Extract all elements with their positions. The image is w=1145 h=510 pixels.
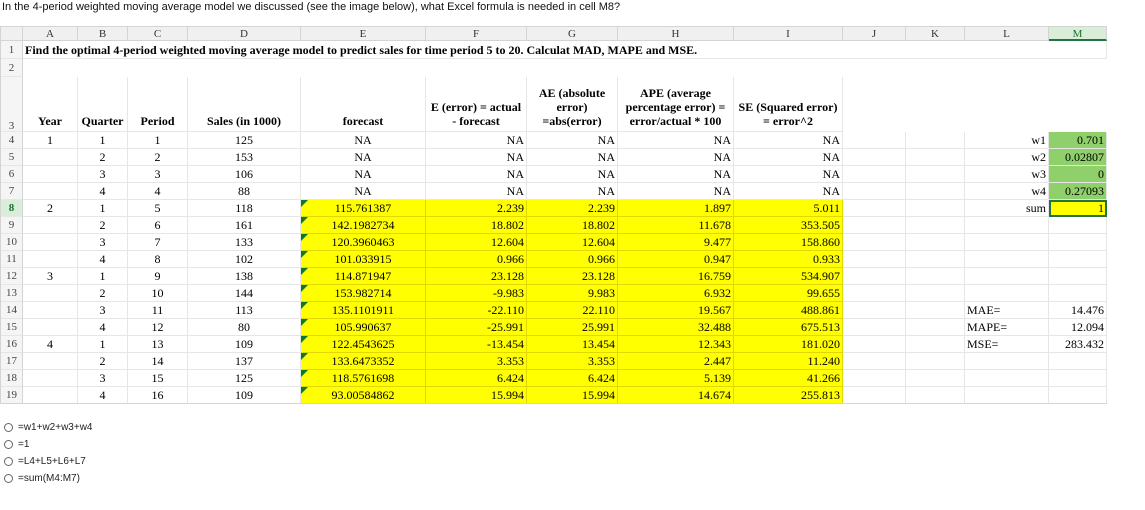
cell-squared-error[interactable]: 488.861 — [734, 302, 843, 319]
error-indicator-icon — [301, 217, 308, 224]
cell-percentage-error[interactable]: 12.343 — [618, 336, 734, 353]
cell-forecast[interactable]: 101.033915 — [301, 251, 426, 268]
cell-year[interactable] — [23, 302, 78, 319]
cell-j[interactable] — [843, 132, 906, 149]
row-header[interactable]: 10 — [1, 234, 23, 251]
cell-label[interactable] — [965, 234, 1049, 251]
cell-absolute-error[interactable]: NA — [527, 132, 618, 149]
cell-label[interactable] — [965, 353, 1049, 370]
cell-forecast[interactable]: 114.871947 — [301, 268, 426, 285]
table-row — [1, 183, 1107, 200]
cell-sales[interactable]: 138 — [188, 268, 301, 285]
cell-forecast[interactable]: 135.1101911 — [301, 302, 426, 319]
cell-j[interactable] — [843, 234, 906, 251]
cell-absolute-error[interactable]: NA — [527, 166, 618, 183]
cell-forecast[interactable]: NA — [301, 166, 426, 183]
cell-squared-error[interactable]: NA — [734, 166, 843, 183]
cell-year[interactable]: 4 — [23, 336, 78, 353]
row-header[interactable]: 2 — [1, 59, 23, 77]
cell-absolute-error[interactable]: 18.802 — [527, 217, 618, 234]
cell-value[interactable] — [1049, 234, 1107, 251]
cell-year[interactable] — [23, 183, 78, 200]
cell-k[interactable] — [906, 387, 965, 404]
error-indicator-icon — [301, 251, 308, 258]
cell-sales[interactable]: 109 — [188, 336, 301, 353]
header-quarter[interactable]: Quarter — [78, 77, 128, 132]
cell-absolute-error[interactable]: NA — [527, 149, 618, 166]
cell-k[interactable] — [906, 370, 965, 387]
cell-absolute-error[interactable]: 3.353 — [527, 353, 618, 370]
cell-percentage-error[interactable]: 32.488 — [618, 319, 734, 336]
cell-quarter[interactable]: 4 — [78, 251, 128, 268]
cell-percentage-error[interactable]: 9.477 — [618, 234, 734, 251]
row-header[interactable]: 18 — [1, 370, 23, 387]
cell-absolute-error[interactable]: 6.424 — [527, 370, 618, 387]
col-header-a[interactable]: A — [23, 27, 78, 41]
cell-quarter[interactable]: 2 — [78, 217, 128, 234]
cell-year[interactable] — [23, 387, 78, 404]
row-header[interactable]: 3 — [1, 77, 23, 132]
option-3[interactable] — [4, 453, 93, 470]
row-header[interactable]: 13 — [1, 285, 23, 302]
cell-k[interactable] — [906, 234, 965, 251]
cell-year[interactable]: 1 — [23, 132, 78, 149]
cell-forecast[interactable]: 153.982714 — [301, 285, 426, 302]
cell-value[interactable] — [1049, 370, 1107, 387]
cell-percentage-error[interactable]: 1.897 — [618, 200, 734, 217]
cell-sales[interactable]: 113 — [188, 302, 301, 319]
row-header[interactable]: 6 — [1, 166, 23, 183]
cell-period[interactable]: 5 — [128, 200, 188, 217]
header-period[interactable]: Period — [128, 77, 188, 132]
header-year[interactable]: Year — [23, 77, 78, 132]
cell-j[interactable] — [843, 319, 906, 336]
cell-period[interactable]: 7 — [128, 234, 188, 251]
cell-absolute-error[interactable]: 15.994 — [527, 387, 618, 404]
option-1[interactable] — [4, 419, 93, 436]
cell-squared-error[interactable]: 675.513 — [734, 319, 843, 336]
cell-label[interactable] — [965, 217, 1049, 234]
cell-sales[interactable]: 133 — [188, 234, 301, 251]
cell-percentage-error[interactable]: 0.947 — [618, 251, 734, 268]
row-header[interactable]: 8 — [1, 200, 23, 217]
cell-sales[interactable]: 161 — [188, 217, 301, 234]
table-row — [1, 370, 1107, 387]
title-cell[interactable]: Find the optimal 4-period weighted moving average model to predict sales for time period 5 to 20. Calculat MAD, MAPE and MSE. — [23, 41, 1107, 59]
cell-period[interactable]: 3 — [128, 166, 188, 183]
cell-value[interactable]: 283.432 — [1049, 336, 1107, 353]
cell-quarter[interactable]: 1 — [78, 268, 128, 285]
table-row — [1, 319, 1107, 336]
radio-button-icon[interactable] — [4, 423, 13, 432]
cell-sales[interactable]: 125 — [188, 132, 301, 149]
cell-sales[interactable]: 118 — [188, 200, 301, 217]
error-indicator-icon — [301, 200, 308, 207]
cell-absolute-error[interactable]: 13.454 — [527, 336, 618, 353]
cell-k[interactable] — [906, 285, 965, 302]
cell-k[interactable] — [906, 149, 965, 166]
cell-period[interactable]: 4 — [128, 183, 188, 200]
table-row — [1, 132, 1107, 149]
cell-j[interactable] — [843, 149, 906, 166]
cell-value[interactable] — [1049, 251, 1107, 268]
option-label: =w1+w2+w3+w4 — [18, 422, 93, 433]
answer-options — [4, 419, 93, 487]
header-absolute-error[interactable]: AE (absolute error) =abs(error) — [527, 77, 618, 132]
error-indicator-icon — [301, 336, 308, 343]
cell-percentage-error[interactable]: NA — [618, 132, 734, 149]
cell-period[interactable]: 11 — [128, 302, 188, 319]
spreadsheet[interactable] — [0, 26, 1107, 404]
cell-absolute-error[interactable]: 23.128 — [527, 268, 618, 285]
cell-value[interactable]: 0.27093 — [1049, 183, 1107, 200]
cell-quarter[interactable]: 1 — [78, 336, 128, 353]
table-row — [1, 149, 1107, 166]
cell-percentage-error[interactable]: 6.932 — [618, 285, 734, 302]
cell-squared-error[interactable]: 181.020 — [734, 336, 843, 353]
row-header[interactable]: 1 — [1, 41, 23, 59]
cell-forecast[interactable]: 133.6473352 — [301, 353, 426, 370]
cell-absolute-error[interactable]: 2.239 — [527, 200, 618, 217]
option-2[interactable] — [4, 436, 93, 453]
cell-forecast[interactable]: NA — [301, 149, 426, 166]
header-percentage-error[interactable]: APE (average percentage error) = error/actual * 100 — [618, 77, 734, 132]
col-header-k[interactable]: K — [906, 27, 965, 41]
row-header[interactable]: 12 — [1, 268, 23, 285]
cell-period[interactable]: 1 — [128, 132, 188, 149]
radio-button-icon[interactable] — [4, 474, 13, 483]
cell-label[interactable]: w2 — [965, 149, 1049, 166]
cell-period[interactable]: 13 — [128, 336, 188, 353]
row-header[interactable]: 16 — [1, 336, 23, 353]
cell-sales[interactable]: 109 — [188, 387, 301, 404]
cell-error[interactable]: NA — [426, 166, 527, 183]
question-text: In the 4-period weighted moving average model we discussed (see the image below), what Excel formula is needed in cell M8? — [2, 1, 621, 13]
cell-year[interactable] — [23, 234, 78, 251]
cell-squared-error[interactable]: 0.933 — [734, 251, 843, 268]
cell-squared-error[interactable]: 99.655 — [734, 285, 843, 302]
cell-percentage-error[interactable]: NA — [618, 149, 734, 166]
column-header-row — [1, 27, 1107, 41]
cell-label[interactable] — [965, 268, 1049, 285]
cell-sales[interactable]: 80 — [188, 319, 301, 336]
cell-error[interactable]: -25.991 — [426, 319, 527, 336]
table-row — [1, 251, 1107, 268]
cell-squared-error[interactable]: 158.860 — [734, 234, 843, 251]
col-header-j[interactable]: J — [843, 27, 906, 41]
cell-year[interactable] — [23, 285, 78, 302]
cell-quarter[interactable]: 2 — [78, 149, 128, 166]
radio-button-icon[interactable] — [4, 457, 13, 466]
cell-error[interactable]: -9.983 — [426, 285, 527, 302]
cell-j[interactable] — [843, 285, 906, 302]
cell-j[interactable] — [843, 268, 906, 285]
cell-quarter[interactable]: 3 — [78, 166, 128, 183]
cell-k[interactable] — [906, 166, 965, 183]
cell-year[interactable] — [23, 166, 78, 183]
cell-value[interactable] — [1049, 217, 1107, 234]
col-header-e[interactable]: E — [301, 27, 426, 41]
cell-error[interactable]: 23.128 — [426, 268, 527, 285]
cell-label[interactable]: MAPE= — [965, 319, 1049, 336]
cell-quarter[interactable]: 4 — [78, 387, 128, 404]
col-header-f[interactable]: F — [426, 27, 527, 41]
cell-k[interactable] — [906, 268, 965, 285]
cell-period[interactable]: 16 — [128, 387, 188, 404]
error-indicator-icon — [301, 353, 308, 360]
cell-k[interactable] — [906, 217, 965, 234]
row-header[interactable]: 15 — [1, 319, 23, 336]
cell-j[interactable] — [843, 251, 906, 268]
cell-value[interactable]: 1 — [1049, 200, 1107, 217]
cell-period[interactable]: 8 — [128, 251, 188, 268]
cell-percentage-error[interactable]: 11.678 — [618, 217, 734, 234]
error-indicator-icon — [301, 319, 308, 326]
header-forecast[interactable]: forecast — [301, 77, 426, 132]
cell-j[interactable] — [843, 166, 906, 183]
col-header-b[interactable]: B — [78, 27, 128, 41]
header-sales[interactable]: Sales (in 1000) — [188, 77, 301, 132]
error-indicator-icon — [301, 285, 308, 292]
cell-j[interactable] — [843, 336, 906, 353]
cell-quarter[interactable]: 2 — [78, 285, 128, 302]
col-header-g[interactable]: G — [527, 27, 618, 41]
cell-k[interactable] — [906, 200, 965, 217]
cell-absolute-error[interactable]: 25.991 — [527, 319, 618, 336]
table-row — [1, 234, 1107, 251]
cell-error[interactable]: -22.110 — [426, 302, 527, 319]
cell-error[interactable]: -13.454 — [426, 336, 527, 353]
cell-error[interactable]: NA — [426, 183, 527, 200]
cell-error[interactable]: 2.239 — [426, 200, 527, 217]
cell-percentage-error[interactable]: NA — [618, 166, 734, 183]
cell-sales[interactable]: 102 — [188, 251, 301, 268]
cell-k[interactable] — [906, 353, 965, 370]
cell-period[interactable]: 12 — [128, 319, 188, 336]
cell-sales[interactable]: 88 — [188, 183, 301, 200]
cell-quarter[interactable]: 1 — [78, 200, 128, 217]
cell-percentage-error[interactable]: 16.759 — [618, 268, 734, 285]
cell-j[interactable] — [843, 200, 906, 217]
row-header[interactable]: 14 — [1, 302, 23, 319]
table-row — [1, 285, 1107, 302]
cell-label[interactable]: w4 — [965, 183, 1049, 200]
cell-year[interactable] — [23, 319, 78, 336]
cell-label[interactable]: MAE= — [965, 302, 1049, 319]
cell-year[interactable]: 3 — [23, 268, 78, 285]
cell-year[interactable] — [23, 217, 78, 234]
cell-forecast[interactable]: NA — [301, 183, 426, 200]
table-row — [1, 302, 1107, 319]
cell-value[interactable] — [1049, 268, 1107, 285]
col-header-m[interactable]: M — [1049, 27, 1107, 41]
cell-label[interactable] — [965, 285, 1049, 302]
row-header[interactable]: 9 — [1, 217, 23, 234]
cell-forecast[interactable]: 93.00584862 — [301, 387, 426, 404]
cell-period[interactable]: 14 — [128, 353, 188, 370]
cell-absolute-error[interactable]: NA — [527, 183, 618, 200]
error-indicator-icon — [301, 387, 308, 394]
cell-label[interactable]: MSE= — [965, 336, 1049, 353]
cell-forecast[interactable]: 122.4543625 — [301, 336, 426, 353]
cell-percentage-error[interactable]: 14.674 — [618, 387, 734, 404]
cell-k[interactable] — [906, 251, 965, 268]
cell-forecast[interactable]: 118.5761698 — [301, 370, 426, 387]
cell-label[interactable]: w3 — [965, 166, 1049, 183]
cell-quarter[interactable]: 4 — [78, 183, 128, 200]
cell-k[interactable] — [906, 336, 965, 353]
cell-k[interactable] — [906, 302, 965, 319]
cell-error[interactable]: 0.966 — [426, 251, 527, 268]
error-indicator-icon — [301, 302, 308, 309]
table-row — [1, 268, 1107, 285]
cell-value[interactable] — [1049, 387, 1107, 404]
option-label: =L4+L5+L6+L7 — [18, 456, 86, 467]
cell-j[interactable] — [843, 302, 906, 319]
cell-sales[interactable]: 153 — [188, 149, 301, 166]
cell-period[interactable]: 10 — [128, 285, 188, 302]
cell-value[interactable] — [1049, 353, 1107, 370]
cell-quarter[interactable]: 3 — [78, 234, 128, 251]
table-row — [1, 166, 1107, 183]
cell-quarter[interactable]: 4 — [78, 319, 128, 336]
row-1 — [1, 41, 1107, 59]
cell-quarter[interactable]: 1 — [78, 132, 128, 149]
cell-error[interactable]: NA — [426, 132, 527, 149]
cell-value[interactable]: 14.476 — [1049, 302, 1107, 319]
cell-k[interactable] — [906, 183, 965, 200]
row-header[interactable]: 19 — [1, 387, 23, 404]
cell-period[interactable]: 15 — [128, 370, 188, 387]
cell-year[interactable] — [23, 149, 78, 166]
cell-k[interactable] — [906, 132, 965, 149]
cell-value[interactable]: 12.094 — [1049, 319, 1107, 336]
cell-label[interactable] — [965, 387, 1049, 404]
row-3-headers — [1, 77, 1107, 132]
cell-error[interactable]: 15.994 — [426, 387, 527, 404]
cell-forecast[interactable]: 115.761387 — [301, 200, 426, 217]
cell-j[interactable] — [843, 353, 906, 370]
cell-sales[interactable]: 137 — [188, 353, 301, 370]
cell-year[interactable]: 2 — [23, 200, 78, 217]
cell-j[interactable] — [843, 217, 906, 234]
cell-percentage-error[interactable]: 5.139 — [618, 370, 734, 387]
row-header[interactable]: 17 — [1, 353, 23, 370]
cell-sales[interactable]: 125 — [188, 370, 301, 387]
cell-absolute-error[interactable]: 9.983 — [527, 285, 618, 302]
cell-error[interactable]: 6.424 — [426, 370, 527, 387]
error-indicator-icon — [301, 268, 308, 275]
corner-cell[interactable] — [1, 27, 23, 41]
cell-sales[interactable]: 106 — [188, 166, 301, 183]
cell-label[interactable] — [965, 251, 1049, 268]
cell-value[interactable]: 0.701 — [1049, 132, 1107, 149]
error-indicator-icon — [301, 370, 308, 377]
cell-label[interactable]: w1 — [965, 132, 1049, 149]
cell-period[interactable]: 9 — [128, 268, 188, 285]
row-header[interactable]: 5 — [1, 149, 23, 166]
cell-percentage-error[interactable]: NA — [618, 183, 734, 200]
cell-error[interactable]: 12.604 — [426, 234, 527, 251]
cell-year[interactable] — [23, 353, 78, 370]
cell-squared-error[interactable]: NA — [734, 149, 843, 166]
header-squared-error[interactable]: SE (Squared error) = error^2 — [734, 77, 843, 132]
cell-year[interactable] — [23, 370, 78, 387]
option-label: =1 — [18, 439, 30, 450]
cell-label[interactable] — [965, 370, 1049, 387]
cell-label[interactable]: sum — [965, 200, 1049, 217]
cell-year[interactable] — [23, 251, 78, 268]
cell-percentage-error[interactable]: 19.567 — [618, 302, 734, 319]
col-header-c[interactable]: C — [128, 27, 188, 41]
cell-quarter[interactable]: 3 — [78, 302, 128, 319]
cell-forecast[interactable]: 120.3960463 — [301, 234, 426, 251]
cell-quarter[interactable]: 3 — [78, 370, 128, 387]
table-row — [1, 336, 1107, 353]
cell-value[interactable]: 0.02807 — [1049, 149, 1107, 166]
table-row — [1, 200, 1107, 217]
cell-error[interactable]: 3.353 — [426, 353, 527, 370]
row-header[interactable]: 7 — [1, 183, 23, 200]
cell-value[interactable]: 0 — [1049, 166, 1107, 183]
col-header-l[interactable]: L — [965, 27, 1049, 41]
cell-absolute-error[interactable]: 22.110 — [527, 302, 618, 319]
table-row — [1, 353, 1107, 370]
table-row — [1, 217, 1107, 234]
cell-period[interactable]: 6 — [128, 217, 188, 234]
cell-j[interactable] — [843, 183, 906, 200]
cell-error[interactable]: 18.802 — [426, 217, 527, 234]
row-header[interactable]: 11 — [1, 251, 23, 268]
cell-j[interactable] — [843, 387, 906, 404]
cell-percentage-error[interactable]: 2.447 — [618, 353, 734, 370]
cell-absolute-error[interactable]: 12.604 — [527, 234, 618, 251]
cell-error[interactable]: NA — [426, 149, 527, 166]
cell-period[interactable]: 2 — [128, 149, 188, 166]
cell-squared-error[interactable]: 11.240 — [734, 353, 843, 370]
cell-j[interactable] — [843, 370, 906, 387]
header-error[interactable]: E (error) = actual - forecast — [426, 77, 527, 132]
col-header-i[interactable]: I — [734, 27, 843, 41]
cell-value[interactable] — [1049, 285, 1107, 302]
cell-forecast[interactable]: 105.990637 — [301, 319, 426, 336]
cell-squared-error[interactable]: NA — [734, 132, 843, 149]
row-header[interactable]: 4 — [1, 132, 23, 149]
cell-squared-error[interactable]: 534.907 — [734, 268, 843, 285]
cell-forecast[interactable]: NA — [301, 132, 426, 149]
col-header-h[interactable]: H — [618, 27, 734, 41]
cell-absolute-error[interactable]: 0.966 — [527, 251, 618, 268]
cell-squared-error[interactable]: 5.011 — [734, 200, 843, 217]
cell-squared-error[interactable]: 255.813 — [734, 387, 843, 404]
col-header-d[interactable]: D — [188, 27, 301, 41]
cell-squared-error[interactable]: 353.505 — [734, 217, 843, 234]
cell-quarter[interactable]: 2 — [78, 353, 128, 370]
table-row — [1, 387, 1107, 404]
cell-squared-error[interactable]: NA — [734, 183, 843, 200]
option-4[interactable] — [4, 470, 93, 487]
radio-button-icon[interactable] — [4, 440, 13, 449]
error-indicator-icon — [301, 234, 308, 241]
cell-sales[interactable]: 144 — [188, 285, 301, 302]
row-2 — [1, 59, 1107, 77]
cell-squared-error[interactable]: 41.266 — [734, 370, 843, 387]
option-label: =sum(M4:M7) — [18, 473, 80, 484]
cell-k[interactable] — [906, 319, 965, 336]
cell-forecast[interactable]: 142.1982734 — [301, 217, 426, 234]
